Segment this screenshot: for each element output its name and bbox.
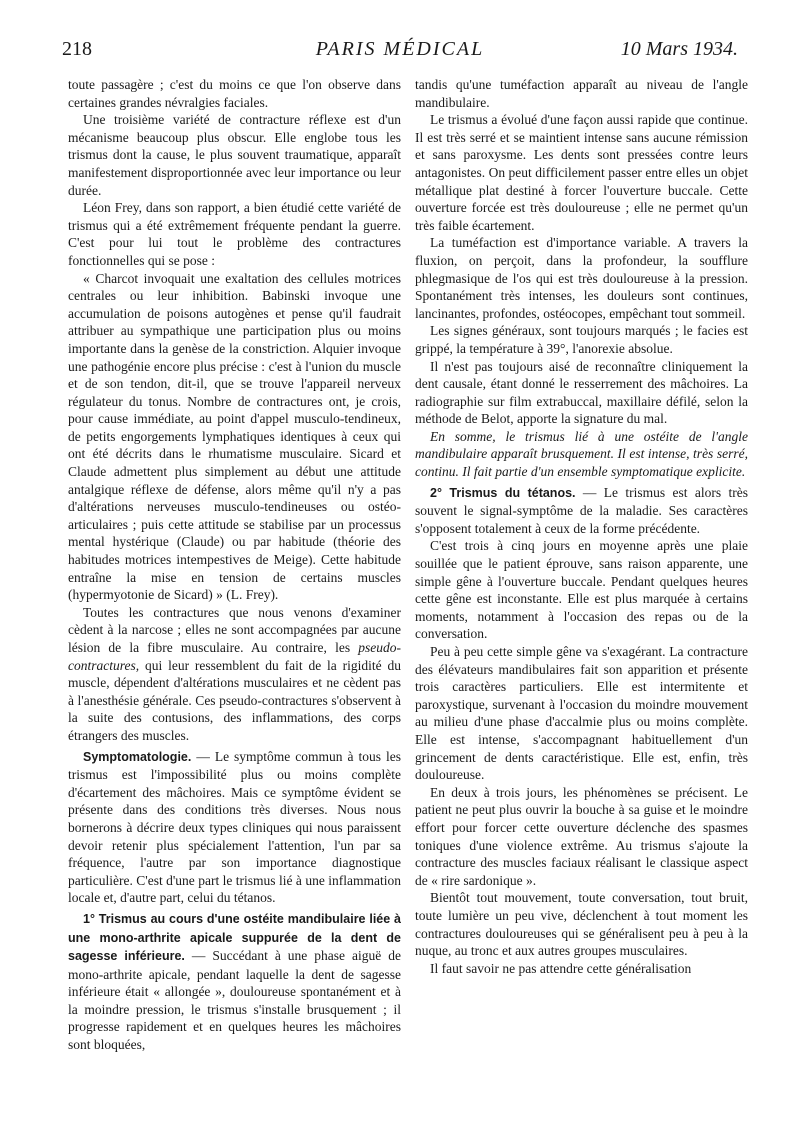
text-run: — Le trismus est alors très souvent le signal-symptôme de la maladie. Ses caractères s'opposent totalement à ceux de la forme précédente. [415,484,748,536]
paragraph: Les signes généraux, sont toujours marqués ; le facies est grippé, la température à 39°, l'anorexie absolue. [415,323,748,356]
paragraph: tandis qu'une tuméfaction apparaît au niveau de l'angle mandibulaire. [415,77,748,110]
paragraph: Il n'est pas toujours aisé de reconnaître cliniquement la dent causale, étant donné le resserrement des mâchoires. La radiographie sur film extrabuccal, maxillaire défilé, selon la méthode de Belot, apporte la signature du mal. [415,358,748,427]
summary-paragraph: En somme, le trismus lié à une ostéite de l'angle mandibulaire apparaît brusquement. Il est intense, très serré, continu. Il fait partie d'un ensemble symptomatique explicite. [415,428,748,480]
paragraph: Une troisième variété de contracture réflexe est d'un mécanisme beaucoup plus obscur. Elle englobe tous les trismus dont la cause, le plus souvent traumatique, apparaît manifestement disproportionnée avec leur importance ou leur durée. [68,112,401,198]
section-paragraph [68,910,401,1054]
paragraph: C'est trois à cinq jours en moyenne après une plaie souillée que le patient éprouve, sans raison apparente, une simple gêne à l'ouverture buccale. Pendant quelques heures cette gêne est inconstante. Elle est plus marquée à certains moments, notamment à l'occasion des repas ou de la conversation. [415,538,748,642]
paragraph: Peu à peu cette simple gêne va s'exagérant. La contracture des élévateurs mandibulaires fait son apparition et présente trois caractères particuliers. Elle est intermitente et paroxystique, survenant à l'occasion du moindre mouvement au milieu d'une phase d'accalmie plus ou moins complète. Elle est intense, s'accompagnant habituellement d'un grincement de dents caractéristique. Elle est, enfin, très douloureuse. [415,644,748,783]
paragraph: toute passagère ; c'est du moins ce que l'on observe dans certaines grandes névralgies faciales. [68,77,401,110]
text-run: — Le symptôme commun à tous les trismus est l'impossibilité plus ou moins complète d'écartement des mâchoires. Mais ce symptôme évident se présente dans des conditions très diverses. Nous nous bornerons à décrire deux types cliniques qui nous paraissent devoir retenir plus spécialement l'attention, l'un par sa fréquence, l'autre par son importance diagnostique particulière. C'est d'une part le trismus lié à une inflammation locale et, d'autre part, celui du tétanos. [68,748,401,906]
paragraph: Le trismus a évolué d'une façon aussi rapide que continue. Il est très serré et se maintient intense sans aucune rémission et sans paroxysme. Les dents sont pressées contre leurs antagonistes. On peut difficilement passer entre elles un objet métallique plat destiné à forcer l'ouverture buccale. Cette ouverture forcée est très douloureuse ; elle ne permet qu'un très faible écartement. [415,112,748,233]
subsection-heading: 1° Trismus au cours d'une ostéite mandibulaire liée à une mono-arthrite apicale suppurée de la dent de sagesse inférieure. [68,911,401,964]
subsection-heading: 2° Trismus du tétanos. [430,485,576,500]
section-heading: Symptomatologie. [83,749,192,764]
paragraph [68,604,401,745]
journal-title: PARIS MÉDICAL [315,38,485,60]
issue-date: 10 Mars 1934. [620,38,738,60]
left-column [68,76,401,1054]
paragraph: Bientôt tout mouvement, toute conversation, tout bruit, toute lumière un peu vive, déclenchent à tout moment les contractures douloureuses qui se généralisent peu à peu à la nuque, au tronc et aux autres groupes musculaires. [415,890,748,959]
right-column [415,76,748,977]
text-run: Toutes les contractures que nous venons d'examiner cèdent à la narcose ; elles ne sont accompagnées par aucune lésion de la fibre musculaire. Au contraire, les [68,604,401,655]
section-paragraph [68,748,401,907]
paragraph: En deux à trois jours, les phénomènes se précisent. Le patient ne peut plus ouvrir la bouche à sa guise et le moindre effort pour forcer cette ouverture déclenche des spasmes toniques d'une violence extrême. Au trismus s'ajoute la contracture des muscles faciaux réalisant le classique aspect de « rire sardonique ». [415,784,748,888]
italic-term: pseudo-contractures, [68,640,401,673]
quote-paragraph: « Charcot invoquait une exaltation des cellules motrices centrales ou leur inhibition. Babinski invoque une accumulation de poisons autogènes et pense qu'il faudrait attribuer au sympathique une participation plus ou moins importante dans la genèse de la constriction. Alquier invoque une pathogénie encore plus précise : c'est à l'union du muscle et de son tendon, dit-il, que se trouve l'appareil nerveux régulateur du tonus. Nombre de contractures ont, je crois, pour cause immédiate, au point d'appel musculo-tendineux, de petits engorgements lymphatiques identiques à ceux qui ont été décrits dans le rhumatisme musculaire. Sicard et Claude admettent plus simplement au début une attitude antalgique réflexe de défense, alors même qu'il n'y a pas d'altérations nerveuses musculo-tendineuses ou ostéo-articulaires ; puis cette attitude se stabilise par un processus mental hystérique (Claude) ou par habitude (théorie des habitudes motrices intempestives de Meige). Cette habitude entraîne la mise en tension de certains muscles (hypermyotonie de Sicard) » (L. Frey). [68,270,401,603]
text-run: — Succédant à une phase aiguë de mono-arthrite apicale, pendant laquelle la dent de sagesse inférieure était « allongée », douloureuse spontanément et à la moindre pression, le trismus s'installe brusquement ; il progresse rapidement et en quelques heures les mâchoires sont bloquées, [68,948,401,1053]
paragraph: Léon Frey, dans son rapport, a bien étudié cette variété de trismus qui a été extrêmement fréquente pendant la guerre. C'est pour lui tout le problème des contractures fonctionnelles qui se pose : [68,200,401,268]
text-run: qui leur ressemblent du fait de la rigidité du muscle, dépendent d'altérations musculaires et ne cèdent pas à l'anesthésie générale. Ces pseudo-contractures s'observent à la suite des contusions, des inflammations, des corps étrangers des muscles. [68,657,401,743]
section-paragraph [415,484,748,538]
page-header [62,34,738,68]
paragraph: Il faut savoir ne pas attendre cette généralisation [430,960,692,976]
page-number: 218 [62,38,92,60]
paragraph: La tuméfaction est d'importance variable. A travers la fluxion, on perçoit, dans la profondeur, la soufflure phlegmasique de l'os qui est très douloureuse à la pression. Spontanément très intenses, les douleurs sont continues, lancinantes, profondes, ostéocopes, empêchant tout sommeil. [415,235,748,321]
